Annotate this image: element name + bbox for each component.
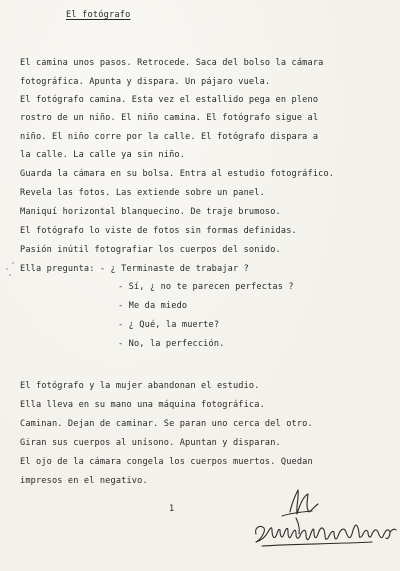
document-title: El fotógrafo (66, 10, 131, 20)
text-line: la calle. La calle ya sin niño. (20, 150, 186, 160)
text-line: El fotógrafo camina. Esta vez el estallido pega en pleno (20, 95, 319, 105)
text-line: Revela las fotos. Las extiende sobre un panel. (20, 188, 265, 198)
text-line: niño. El niño corre por la calle. El fotógrafo dispara a (20, 132, 319, 142)
text-line: Giran sus cuerpos al unísono. Apuntan y disparan. (20, 438, 281, 448)
scan-speck (12, 262, 14, 264)
text-line: fotográfica. Apunta y dispara. Un pájaro vuela. (20, 77, 271, 87)
text-line: Ella lleva en su mano una máquina fotográfica. (20, 400, 265, 410)
text-line: El camina unos pasos. Retrocede. Saca del bolso la cámara (20, 58, 324, 68)
text-line: El fotógrafo lo viste de fotos sin formas definidas. (20, 226, 297, 236)
text-line: Pasión inútil fotografiar los cuerpos del sonido. (20, 245, 281, 255)
dialogue-line: - Sí, ¿ no te parecen perfectas ? (118, 282, 294, 292)
text-line: El ojo de la cámara congela los cuerpos muertos. Quedan (20, 457, 313, 467)
dialogue-line: - ¿ Qué, la muerte? (118, 320, 220, 330)
text-line: Guarda la cámara en su bolsa. Entra al estudio fotográfico. (20, 169, 335, 179)
handwritten-signature (252, 484, 398, 556)
text-line: Ella pregunta: - ¿ Terminaste de trabajar ? (20, 264, 249, 274)
dialogue-line: - Me da miedo (118, 301, 188, 311)
dialogue-line: - No, la perfección. (118, 339, 225, 349)
scan-speck (9, 274, 11, 276)
scan-speck (6, 268, 8, 270)
text-line: Maniquí horizontal blanquecino. De traje brumoso. (20, 207, 281, 217)
text-line: El fotógrafo y la mujer abandonan el estudio. (20, 381, 260, 391)
text-line: impresos en el negativo. (20, 476, 148, 486)
text-line: rostro de un niño. El niño camina. El fotógrafo sigue al (20, 113, 319, 123)
text-line: Caminan. Dejan de caminar. Se paran uno cerca del otro. (20, 419, 313, 429)
page-number: 1 (169, 504, 175, 514)
